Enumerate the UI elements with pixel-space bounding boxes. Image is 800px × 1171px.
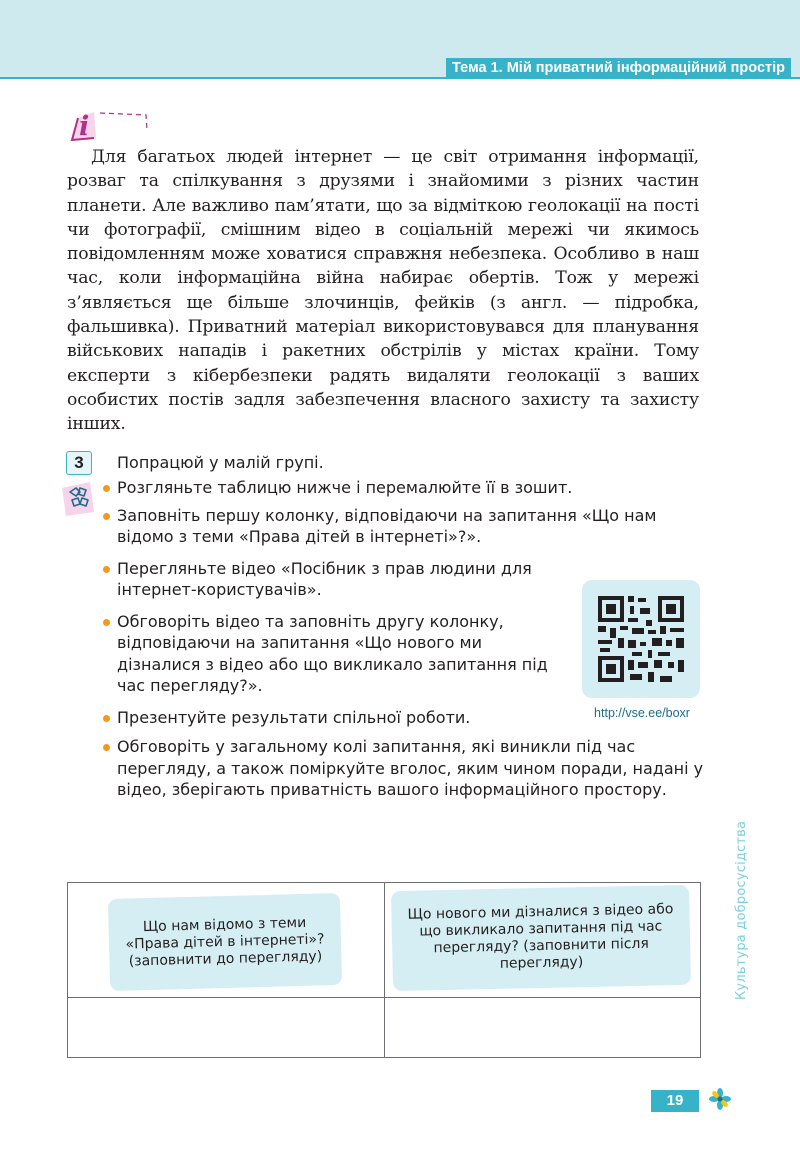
- step-text: Обговоріть відео та заповніть другу колонку, відповідаючи на запитання «Що нового ми дізналися з відео або що викликало запитання під час перегляду?».: [117, 611, 548, 695]
- main-paragraph: Для багатьох людей інтернет — це світ отримання інформації, розваг та спілкування з друзями і знайомими з різних частин планети. Але важливо пам’ятати, що за відміткою геолокації на пості чи фотографії, смішним відео в соціальній мережі чи якимось повідомленням може ховатися справжня небезпека. Особливо в наш час, коли інформаційна війна набирає обертів. Тож у мережі з’являється ще більше злочинців, фейків (з англ. — підробка, фальшивка). Приватний матеріал використовувався для планування військових нападів і ракетних обстрілів у містах країни. Тому експерти з кібербезпеки радять видаляти геолокації з ваших особистих постів задля забезпечення власного захисту та захисту інших.: [67, 147, 699, 435]
- step-text: Заповніть першу колонку, відповідаючи на запитання «Що нам відомо з теми «Права дітей в інтернеті»?».: [117, 505, 657, 546]
- notes-table: [67, 882, 701, 1058]
- header-known-text: Що нам відомо з теми «Права дітей в інтернеті»? (заповнити до перегляду): [125, 914, 325, 970]
- qr-link[interactable]: http://vse.ee/boxr: [594, 706, 690, 720]
- step-text: Розгляньте таблицю нижче і перемалюйте її в зошит.: [117, 478, 573, 497]
- header-new-text: Що нового ми дізналися з відео або що викликало запитання під час перегляду? (заповнити після перегляду): [407, 901, 674, 972]
- table-cell-empty-1[interactable]: [68, 998, 384, 1057]
- table-header-new: [391, 885, 691, 991]
- step-2: [117, 505, 717, 548]
- step-1: [117, 477, 717, 499]
- theme-label: Тема 1. Мій приватний інформаційний простір: [446, 58, 791, 79]
- step-text: Обговоріть у загальному колі запитання, які виникли під час перегляду, а також поміркуйте вголос, яким чином поради, надані у відео, зберігають приватність вашого інформаційного простору.: [117, 737, 704, 799]
- bullet-dot: [103, 715, 110, 722]
- bullet-dot: [103, 566, 110, 573]
- step-text: Перегляньте відео «Посібник з прав людини для інтернет-користувачів».: [117, 558, 532, 599]
- task-title: Попрацюй у малій групі.: [117, 453, 324, 472]
- step-3: [117, 558, 565, 601]
- info-letter: i: [79, 111, 90, 142]
- step-6: [117, 736, 717, 801]
- bullet-dot: [103, 485, 110, 492]
- info-icon: [66, 104, 156, 144]
- flower-icon: [708, 1087, 732, 1111]
- qr-code[interactable]: [582, 580, 700, 698]
- group-work-icon: [60, 478, 100, 518]
- page-number: 19: [651, 1090, 699, 1112]
- step-text: Презентуйте результати спільної роботи.: [117, 707, 471, 727]
- section-label: Культура добросусідства: [734, 820, 749, 1000]
- table-header-known: [108, 893, 342, 991]
- task-number: 3: [66, 451, 92, 475]
- bullet-dot: [103, 744, 110, 751]
- bullet-dot: [103, 513, 110, 520]
- step-4: [117, 611, 565, 697]
- table-cell-empty-2[interactable]: [385, 998, 700, 1057]
- bullet-dot: [103, 619, 110, 626]
